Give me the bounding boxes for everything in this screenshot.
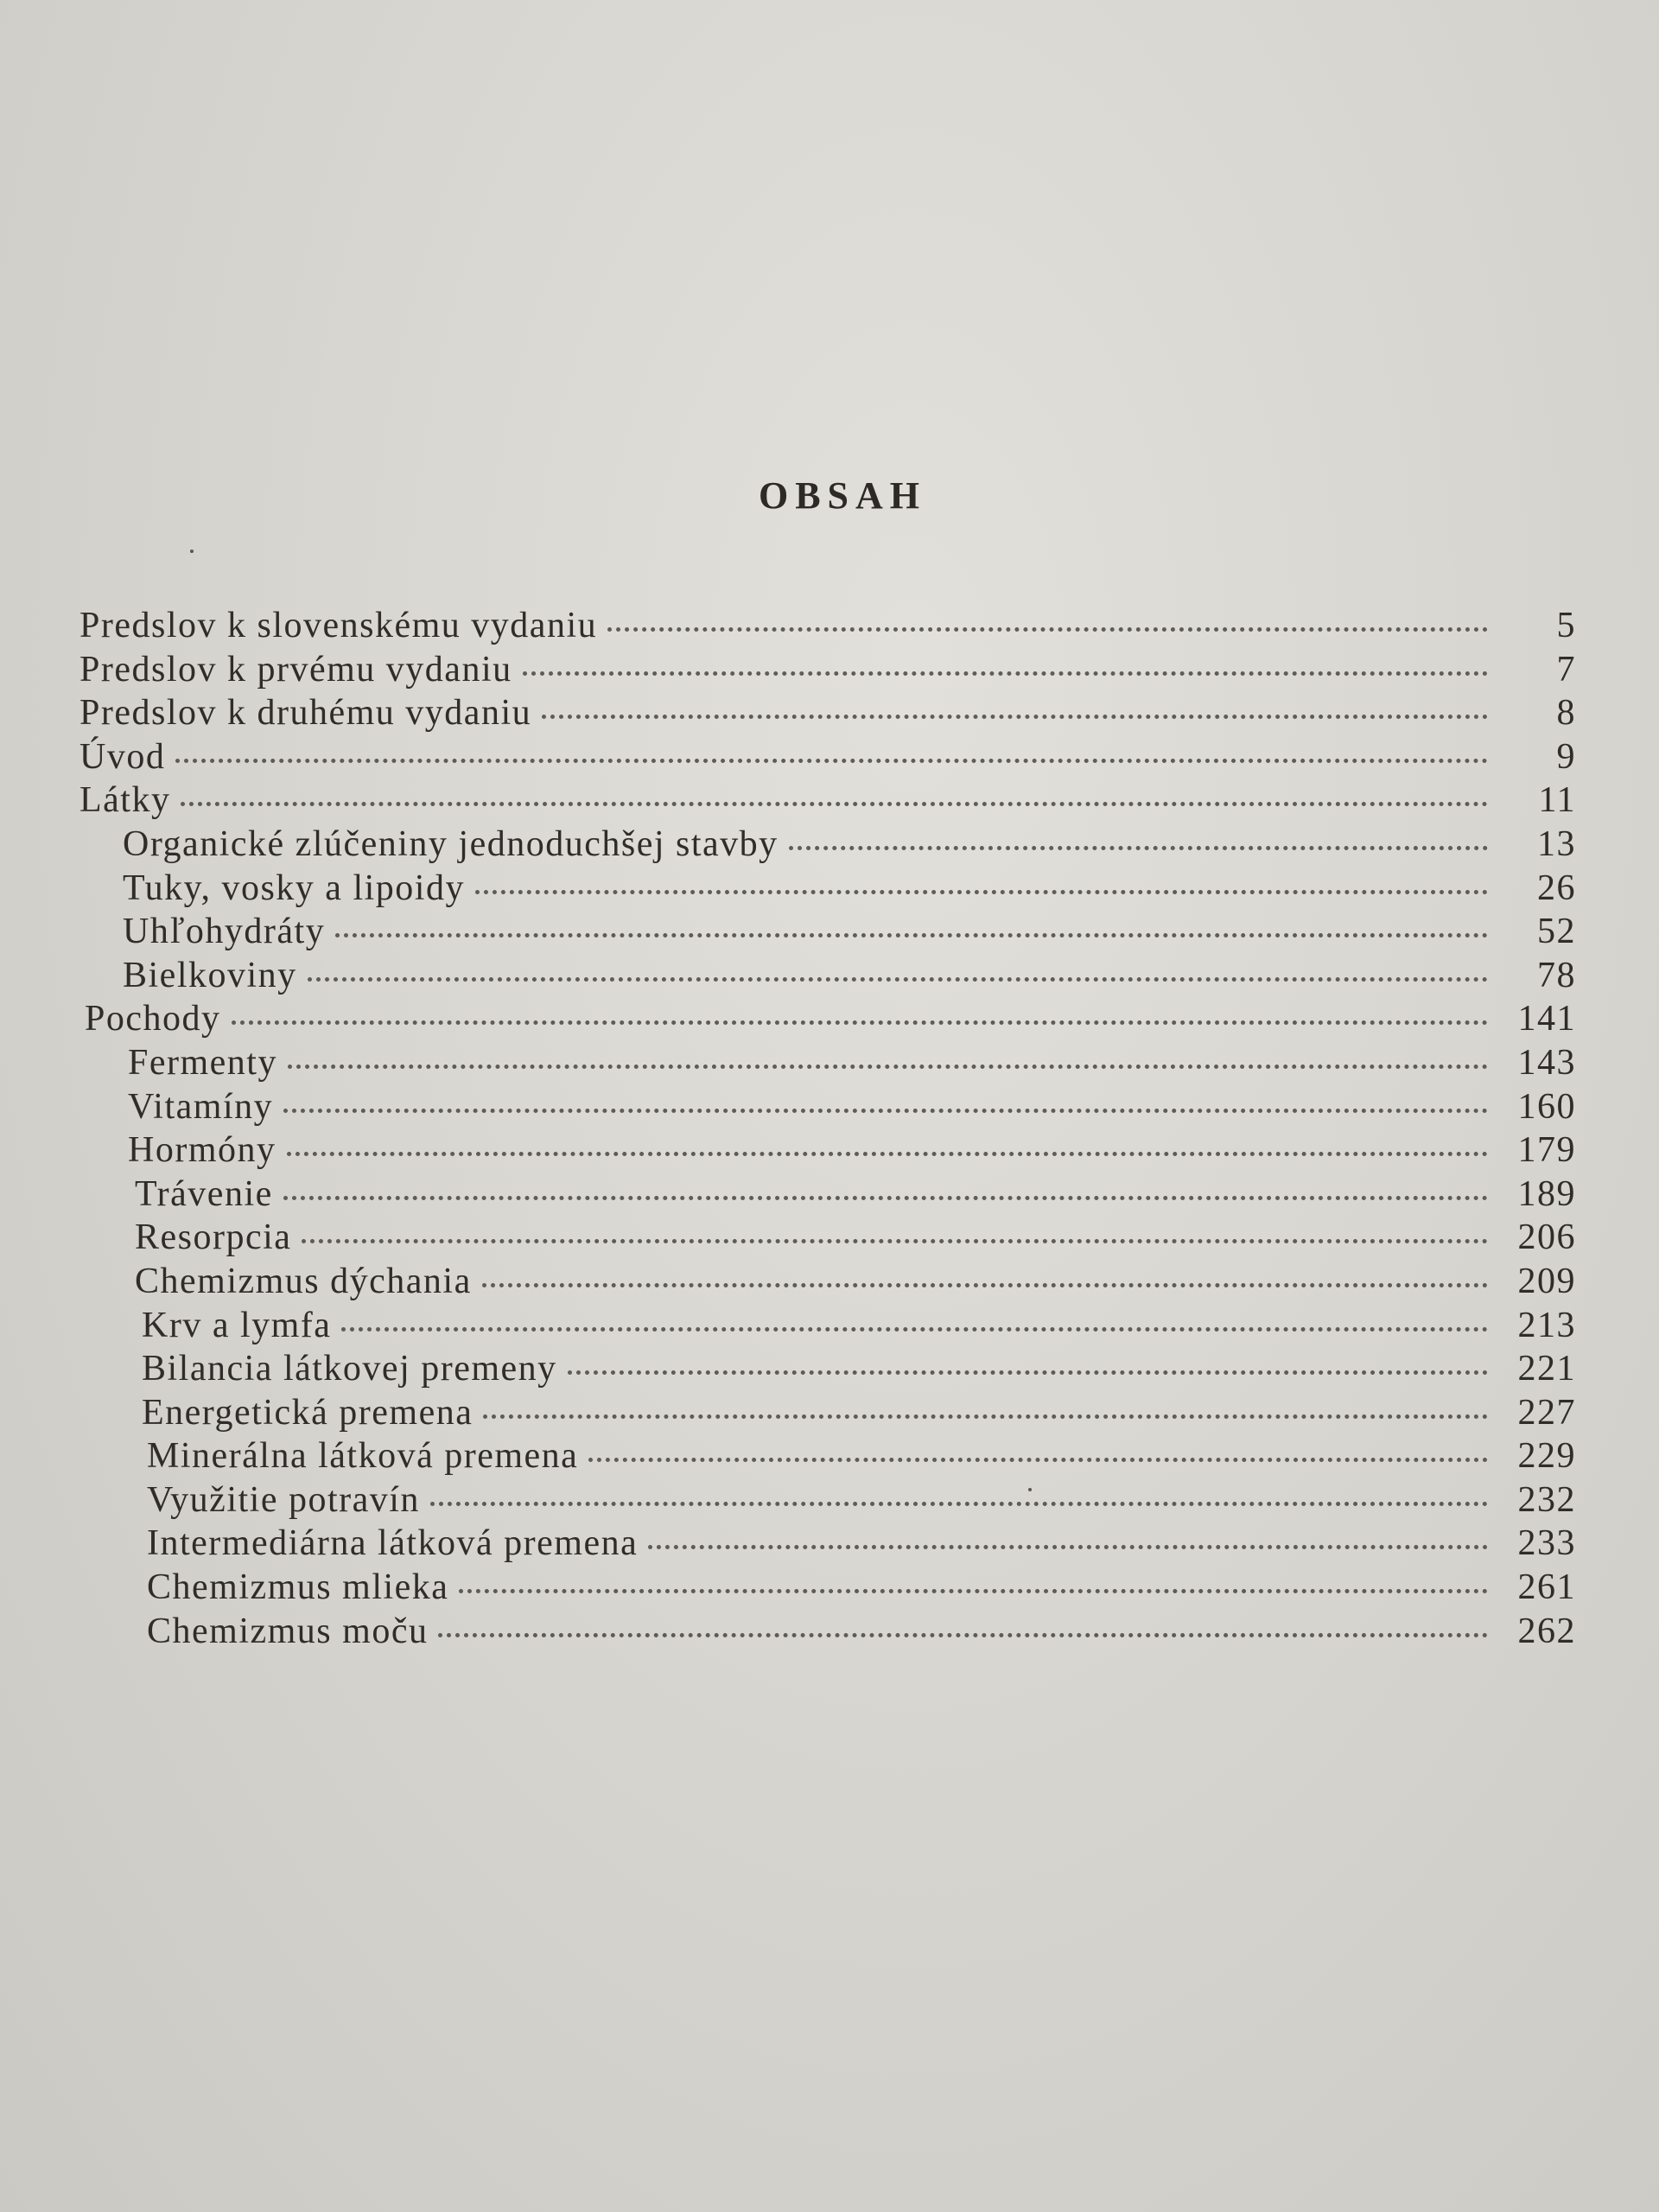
toc-entry-label: Tuky, vosky a lipoidy — [123, 868, 465, 908]
toc-entry-page: 5 — [1556, 606, 1576, 645]
dot-leader — [288, 1065, 1488, 1069]
toc-entry-page: 160 — [1517, 1086, 1576, 1127]
toc-entry-label: Minerálna látková premena — [147, 1436, 579, 1477]
table-of-contents — [79, 605, 1576, 1654]
toc-subentry — [79, 1567, 1576, 1611]
toc-entry-page: 209 — [1517, 1261, 1576, 1301]
toc-entry-label: Uhľohydráty — [123, 912, 326, 952]
toc-entry-page: 233 — [1517, 1523, 1576, 1564]
dot-leader — [430, 1502, 1488, 1506]
toc-entry-label: Predslov k slovenskému vydaniu — [79, 606, 598, 645]
dot-leader — [438, 1633, 1488, 1637]
toc-subentry — [79, 1042, 1576, 1086]
dot-leader — [483, 1414, 1488, 1419]
toc-entry-label: Chemizmus mlieka — [147, 1567, 449, 1608]
toc-entry-page: 26 — [1537, 868, 1576, 908]
toc-subentry — [79, 1479, 1576, 1523]
toc-entry-page: 11 — [1538, 780, 1576, 821]
dot-leader — [459, 1589, 1488, 1593]
toc-subentry — [79, 1129, 1576, 1173]
dot-leader — [175, 759, 1488, 763]
toc-entry-label: Organické zlúčeniny jednoduchšej stavby — [123, 823, 779, 864]
dot-leader — [607, 627, 1488, 632]
toc-entry-page: 141 — [1517, 999, 1576, 1039]
toc-entry-label: Bielkoviny — [123, 955, 297, 995]
toc-entry-page: 229 — [1517, 1436, 1576, 1477]
toc-entry-page: 213 — [1517, 1305, 1576, 1345]
toc-entry-page: 52 — [1537, 912, 1576, 952]
toc-entry-label: Chemizmus moču — [147, 1611, 429, 1651]
toc-entry-page: 78 — [1537, 955, 1576, 995]
toc-entry-label: Predslov k prvému vydaniu — [79, 649, 512, 690]
toc-entry-page: 9 — [1556, 736, 1576, 777]
toc-entry-page: 206 — [1517, 1217, 1576, 1258]
toc-entry-label: Hormóny — [128, 1130, 276, 1171]
toc-entry-page: 232 — [1517, 1479, 1576, 1520]
dot-leader — [287, 1152, 1489, 1156]
toc-entry-label: Resorpcia — [135, 1217, 292, 1258]
toc-entry-page: 143 — [1517, 1042, 1576, 1083]
toc-entry-label: Intermediárna látková premena — [147, 1523, 639, 1564]
dot-leader — [542, 715, 1488, 719]
toc-subentry — [79, 1261, 1576, 1305]
toc-subentry — [79, 823, 1576, 868]
toc-entry-page: 261 — [1517, 1567, 1576, 1608]
toc-entry — [79, 692, 1576, 736]
toc-subentry — [79, 1522, 1576, 1567]
toc-entry-label: Využitie potravín — [147, 1479, 420, 1520]
toc-entry-page: 8 — [1556, 693, 1576, 734]
toc-subentry — [79, 1217, 1576, 1261]
dot-leader — [283, 1196, 1488, 1200]
toc-subentry — [79, 1086, 1576, 1130]
paper-speck — [190, 550, 194, 553]
dot-leader — [568, 1370, 1488, 1375]
toc-entry — [79, 998, 1576, 1042]
toc-entry — [79, 605, 1576, 649]
toc-entry-page: 179 — [1517, 1130, 1576, 1171]
toc-subentry — [79, 1611, 1576, 1655]
paper-speck — [1028, 1488, 1032, 1491]
toc-entry-label: Bilancia látkovej premeny — [142, 1349, 557, 1389]
toc-entry-page: 189 — [1517, 1173, 1576, 1214]
toc-entry-page: 221 — [1517, 1349, 1576, 1389]
toc-subentry — [79, 1435, 1576, 1479]
toc-entry-label: Krv a lymfa — [142, 1305, 332, 1345]
toc-subentry — [79, 868, 1576, 912]
dot-leader — [341, 1327, 1488, 1332]
toc-entry-label: Trávenie — [135, 1173, 273, 1214]
dot-leader — [232, 1020, 1489, 1025]
dot-leader — [482, 1283, 1488, 1287]
dot-leader — [302, 1239, 1488, 1243]
toc-entry-label: Látky — [79, 780, 171, 821]
dot-leader — [283, 1109, 1488, 1113]
toc-entry — [79, 736, 1576, 780]
toc-entry-label: Energetická premena — [142, 1392, 474, 1433]
toc-entry — [79, 649, 1576, 693]
page-title: OBSAH — [758, 474, 927, 517]
dot-leader — [789, 846, 1488, 850]
dot-leader — [523, 671, 1488, 676]
toc-entry-page: 13 — [1537, 823, 1576, 864]
toc-subentry — [79, 1392, 1576, 1436]
toc-subentry — [79, 1348, 1576, 1392]
dot-leader — [588, 1458, 1488, 1462]
dot-leader — [181, 802, 1488, 806]
toc-entry-label: Vitamíny — [128, 1086, 274, 1127]
toc-entry-label: Fermenty — [128, 1042, 277, 1083]
toc-entry-label: Pochody — [85, 999, 221, 1039]
toc-entry-label: Predslov k druhému vydaniu — [79, 693, 532, 734]
dot-leader — [648, 1545, 1488, 1549]
toc-entry-label: Chemizmus dýchania — [135, 1261, 472, 1301]
toc-subentry — [79, 1305, 1576, 1349]
toc-subentry — [79, 1173, 1576, 1217]
toc-entry-page: 262 — [1517, 1611, 1576, 1651]
dot-leader — [475, 890, 1488, 894]
dot-leader — [308, 977, 1488, 982]
toc-entry-label: Úvod — [79, 736, 166, 777]
toc-entry — [79, 779, 1576, 823]
dot-leader — [335, 933, 1488, 938]
toc-subentry — [79, 911, 1576, 955]
toc-subentry — [79, 955, 1576, 999]
toc-entry-page: 227 — [1517, 1392, 1576, 1433]
toc-entry-page: 7 — [1556, 649, 1576, 690]
